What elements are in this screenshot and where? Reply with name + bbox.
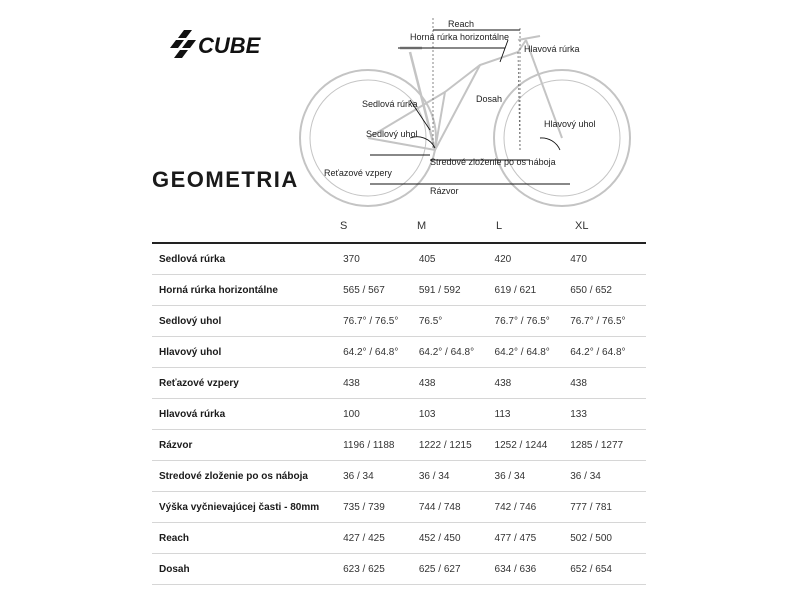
diagram-label-stack: Dosah [476,94,503,104]
table-cell: 113 [495,399,571,430]
table-cell: 735 / 739 [343,492,419,523]
row-label: Sedlová rúrka [152,243,343,275]
diagram-label-head-tube: Hlavová rúrka [524,44,580,54]
table-cell: 650 / 652 [570,275,646,306]
table-cell: 652 / 654 [570,554,646,585]
row-label: Dosah [152,554,343,585]
size-header-l: L [496,220,503,232]
table-cell: 591 / 592 [419,275,495,306]
row-label: Reťazové vzpery [152,368,343,399]
diagram-label-bb-drop: Stredové zloženie po os náboja [430,157,556,167]
table-row [152,523,646,554]
row-label: Sedlový uhol [152,306,343,337]
table-cell: 64.2° / 64.8° [419,337,495,368]
row-label: Reach [152,523,343,554]
page-title: GEOMETRIA [152,167,299,192]
table-row [152,243,646,275]
table-cell: 36 / 34 [419,461,495,492]
table-cell: 742 / 746 [495,492,571,523]
table-cell: 625 / 627 [419,554,495,585]
row-label: Výška vyčnievajúcej časti - 80mm [152,492,343,523]
diagram-label-head-angle: Hlavový uhol [544,119,596,129]
diagram-label-reach: Reach [448,19,475,29]
table-row [152,337,646,368]
table-cell: 777 / 781 [570,492,646,523]
size-header-m: M [417,220,427,232]
table-cell: 623 / 625 [343,554,419,585]
table-cell: 133 [570,399,646,430]
table-cell: 103 [419,399,495,430]
table-cell: 427 / 425 [343,523,419,554]
diagram-label-wheelbase: Rázvor [430,186,459,196]
table-cell: 76.7° / 76.5° [343,306,419,337]
table-cell: 565 / 567 [343,275,419,306]
table-row [152,399,646,430]
table-cell: 36 / 34 [343,461,419,492]
table-cell: 405 [419,243,495,275]
diagram-label-seat-tube: Sedlová rúrka [362,99,418,109]
cube-logo [170,28,285,60]
table-row [152,275,646,306]
row-label: Rázvor [152,430,343,461]
table-cell: 1285 / 1277 [570,430,646,461]
table-cell: 1196 / 1188 [343,430,419,461]
table-cell: 76.5° [419,306,495,337]
table-cell: 100 [343,399,419,430]
table-row [152,306,646,337]
table-cell: 438 [570,368,646,399]
table-cell: 452 / 450 [419,523,495,554]
geometry-table [152,242,646,585]
table-cell: 36 / 34 [570,461,646,492]
table-cell: 470 [570,243,646,275]
bike-geometry-diagram [290,10,650,222]
table-cell: 64.2° / 64.8° [570,337,646,368]
table-cell: 438 [343,368,419,399]
table-row [152,430,646,461]
table-cell: 619 / 621 [495,275,571,306]
diagram-label-chainstay: Reťazové vzpery [324,168,392,178]
table-cell: 64.2° / 64.8° [495,337,571,368]
size-header-s: S [340,220,348,232]
table-cell: 1222 / 1215 [419,430,495,461]
diagram-label-top-tube: Horná rúrka horizontálne [410,32,510,42]
table-cell: 76.7° / 76.5° [495,306,571,337]
table-row [152,554,646,585]
table-row [152,492,646,523]
table-cell: 1252 / 1244 [495,430,571,461]
table-cell: 370 [343,243,419,275]
row-label: Hlavová rúrka [152,399,343,430]
table-cell: 744 / 748 [419,492,495,523]
table-cell: 438 [419,368,495,399]
row-label: Horná rúrka horizontálne [152,275,343,306]
table-cell: 438 [495,368,571,399]
size-header-xl: XL [575,220,589,232]
table-row [152,368,646,399]
table-cell: 420 [495,243,571,275]
table-cell: 477 / 475 [495,523,571,554]
table-row [152,461,646,492]
table-cell: 64.2° / 64.8° [343,337,419,368]
table-cell: 36 / 34 [495,461,571,492]
table-cell: 76.7° / 76.5° [570,306,646,337]
diagram-label-seat-angle: Sedlový uhol [366,129,418,139]
table-cell: 634 / 636 [495,554,571,585]
row-label: Hlavový uhol [152,337,343,368]
table-cell: 502 / 500 [570,523,646,554]
svg-text:CUBE: CUBE [198,33,261,58]
row-label: Stredové zloženie po os náboja [152,461,343,492]
